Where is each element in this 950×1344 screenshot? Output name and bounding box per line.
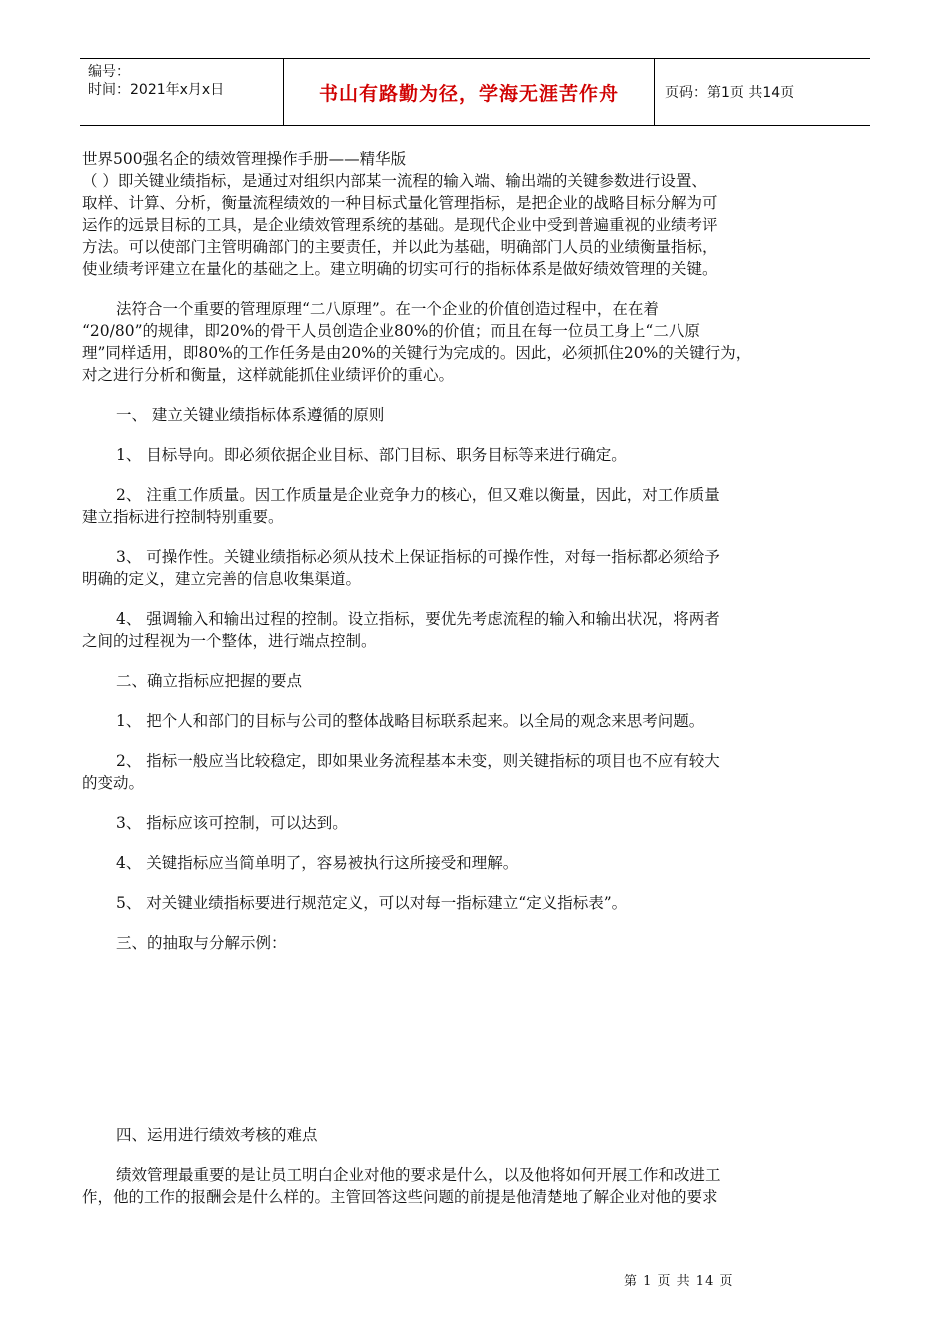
section-heading: 三、的抽取与分解示例： [116,934,287,952]
list-item: 3、 指标应该可控制，可以达到。 [116,814,348,832]
paragraph-line: 使业绩考评建立在量化的基础之上。建立明确的切实可行的指标体系是做好绩效管理的关键。 [82,260,718,278]
paragraph-line: 作，他的工作的报酬会是什么样的。主管回答这些问题的前提是他清楚地了解企业对他的要求 [82,1188,718,1206]
list-item-continuation: 的变动。 [82,774,145,792]
paragraph-line: 取样、计算、分析，衡量流程绩效的一种目标式量化管理指标，是把企业的战略目标分解为可 [82,194,718,212]
list-item: 5、 对关键业绩指标要进行规范定义，可以对每一指标建立“定义指标表”。 [116,894,628,912]
header-meta [80,59,283,125]
list-item: 2、 指标一般应当比较稳定，即如果业务流程基本未变，则关键指标的项目也不应有较大 [116,752,720,770]
list-item: 4、 关键指标应当简单明了，容易被执行这所接受和理解。 [116,854,519,872]
time-label: 时间：2021年x月x日 [88,82,225,98]
header-page-info: 页码：第1页 共14页 [665,85,795,101]
list-item: 3、 可操作性。关键业绩指标必须从技术上保证指标的可操作性，对每一指标都必须给予 [116,548,720,566]
list-item: 2、 注重工作质量。因工作质量是企业竞争力的核心，但又难以衡量，因此，对工作质量 [116,486,720,504]
section-heading: 二、确立指标应把握的要点 [116,672,303,690]
list-item-continuation: 之间的过程视为一个整体，进行端点控制。 [82,632,377,650]
paragraph-line: 法符合一个重要的管理原理“二八原理”。在一个企业的价值创造过程中，在在着 [116,300,659,318]
number-label: 编号： [88,64,130,80]
paragraph-line: 运作的远景目标的工具，是企业绩效管理系统的基础。是现代企业中受到普遍重视的业绩考评 [82,216,718,234]
paragraph-line: 对之进行分析和衡量，这样就能抓住业绩评价的重心。 [82,366,455,384]
paragraph-line: 理”同样适用，即80%的工作任务是由20%的关键行为完成的。因此，必须抓住20%的关键行为， [82,344,752,362]
paragraph-line: 方法。可以使部门主管明确部门的主要责任，并以此为基础，明确部门人员的业绩衡量指标， [82,238,718,256]
document-body [82,148,872,1208]
paragraph-line: “20/80”的规律，即20%的骨干人员创造企业80%的价值；而且在每一位员工身上“二八原 [82,322,700,340]
header-motto: 书山有路勤为径，学海无涯苦作舟 [283,59,655,125]
section-heading: 四、运用进行绩效考核的难点 [116,1126,318,1144]
list-item-continuation: 明确的定义，建立完善的信息收集渠道。 [82,570,362,588]
list-item: 1、 把个人和部门的目标与公司的整体战略目标联系起来。以全局的观念来思考问题。 [116,712,705,730]
list-item: 4、 强调输入和输出过程的控制。设立指标，要优先考虑流程的输入和输出状况，将两者 [116,610,720,628]
list-item-continuation: 建立指标进行控制特别重要。 [82,508,284,526]
paragraph-line: （ ）即关键业绩指标，是通过对组织内部某一流程的输入端、输出端的关键参数进行设置、 [82,172,707,190]
list-item: 1、 目标导向。即必须依据企业目标、部门目标、职务目标等来进行确定。 [116,446,627,464]
page-header [80,58,870,126]
page-footer-number: 第 1 页 共 14 页 [624,1274,734,1289]
paragraph-line: 绩效管理最重要的是让员工明白企业对他的要求是什么，以及他将如何开展工作和改进工 [116,1166,721,1184]
section-heading: 一、 建立关键业绩指标体系遵循的原则 [116,406,385,424]
document-title: 世界500强名企的绩效管理操作手册——精华版 [82,150,407,168]
